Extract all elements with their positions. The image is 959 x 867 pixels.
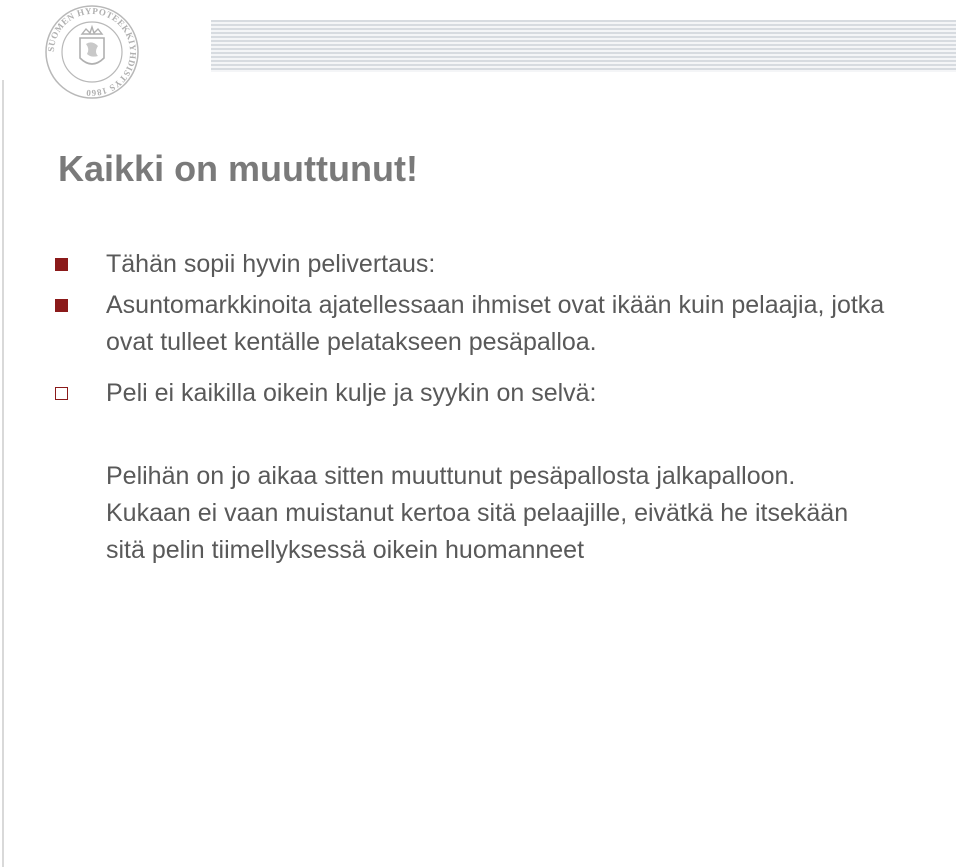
bullet-text: Asuntomarkkinoita ajatellessaan ihmiset ovat ikään kuin pelaajia, jotka ovat tulleet kentälle pelatakseen pesäpalloa. bbox=[106, 291, 885, 356]
bullet-text: Tähän sopii hyvin pelivertaus: bbox=[106, 250, 436, 278]
hollow-square-bullet-icon bbox=[55, 387, 68, 400]
bullet-item bbox=[0, 287, 900, 361]
body-paragraph: Pelihän on jo aikaa sitten muuttunut pesäpallosta jalkapalloon. Kukaan ei vaan muistanut kertoa sitä pelaajille, eivätkä he itsekään sitä pelin tiimellyksessä oikein huomanneet bbox=[106, 462, 849, 564]
bullet-list bbox=[0, 246, 900, 412]
lion-crest-icon bbox=[80, 27, 104, 64]
header-decoration-stripes bbox=[211, 20, 956, 72]
bullet-item bbox=[0, 246, 900, 283]
seal-text: SUOMEN HYPOTEEKKIYHDISTYS 1860 bbox=[45, 5, 139, 99]
bullet-item bbox=[0, 375, 900, 412]
square-bullet-icon bbox=[55, 258, 68, 271]
bullet-text: Peli ei kaikilla oikein kulje ja syykin on selvä: bbox=[106, 379, 597, 407]
seal-logo-icon bbox=[44, 4, 140, 100]
left-margin-rule bbox=[2, 80, 4, 867]
slide-title: Kaikki on muuttunut! bbox=[58, 148, 418, 189]
square-bullet-icon bbox=[55, 299, 68, 312]
